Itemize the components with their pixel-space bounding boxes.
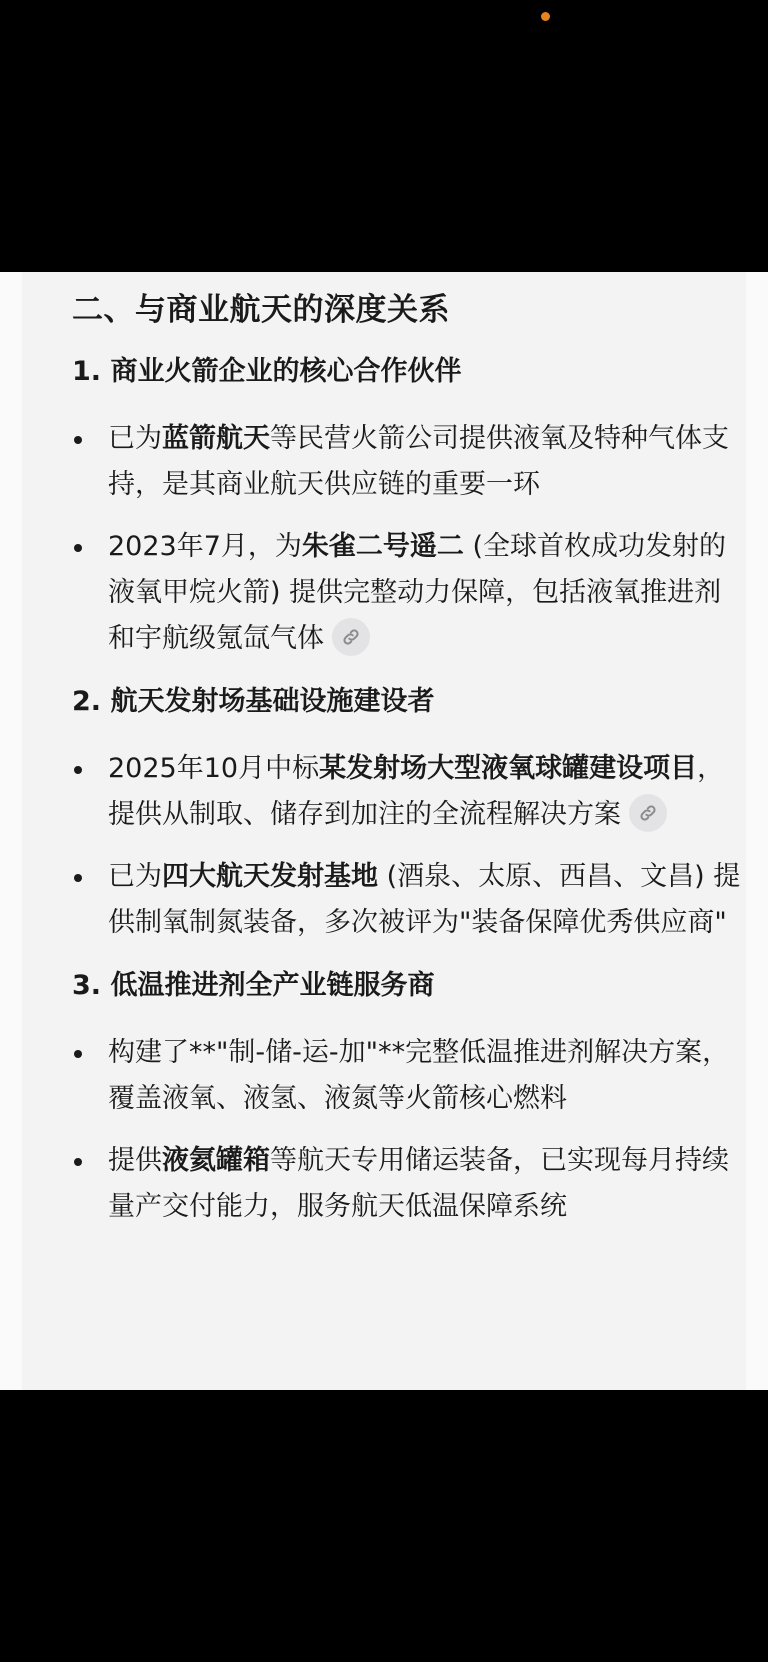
bullet-dot — [74, 436, 82, 444]
list-item-text: 2023年7月，为 — [108, 531, 302, 562]
list-item-text: (全球首枚成功发射的液氧甲烷火箭) 提供完整动力保障，包括液氧推进剂和宇航级氪氙气体 — [108, 531, 727, 654]
subsection-title-2: 2. 航天发射场基础设施建设者 — [72, 686, 435, 717]
list-item-bold: 蓝箭航天 — [162, 423, 270, 454]
list-item — [72, 1138, 742, 1230]
list-item-text: 2025年10月中标 — [108, 753, 320, 784]
bullet-dot — [74, 1050, 82, 1058]
bullet-dot — [74, 874, 82, 882]
list-item-text: 构建了**"制-储-运-加"**完整低温推进剂解决方案，覆盖液氧、液氢、液氮等火箭核心燃料 — [108, 1037, 730, 1114]
list-item — [72, 1030, 742, 1122]
list-item-text: 已为 — [108, 861, 162, 892]
bullet-list-1 — [72, 416, 742, 662]
top-black-area — [0, 0, 768, 272]
bullet-dot — [74, 766, 82, 774]
section-title: 二、与商业航天的深度关系 — [72, 292, 450, 328]
list-item — [72, 746, 742, 838]
list-item — [72, 416, 742, 508]
list-item-text: 等民营火箭公司提供液氧及特种气体支持，是其商业航天供应链的重要一环 — [108, 423, 729, 500]
list-item-bold: 四大航天发射基地 — [162, 861, 378, 892]
link-icon[interactable] — [332, 618, 370, 656]
list-item-text: ，提供从制取、储存到加注的全流程解决方案 — [108, 753, 725, 830]
subsection-title-1: 1. 商业火箭企业的核心合作伙伴 — [72, 356, 462, 387]
bullet-dot — [74, 1158, 82, 1166]
chat-screen — [0, 272, 768, 1390]
list-item — [72, 524, 742, 662]
subsection-title-3: 3. 低温推进剂全产业链服务商 — [72, 970, 435, 1001]
list-item-bold: 液氦罐箱 — [162, 1145, 270, 1176]
message-card — [22, 272, 746, 1390]
bottom-black-area — [0, 1390, 768, 1662]
list-item-text: 提供 — [108, 1145, 162, 1176]
list-item-text: 已为 — [108, 423, 162, 454]
message-content — [72, 288, 742, 1250]
link-icon[interactable] — [629, 794, 667, 832]
list-item — [72, 854, 742, 946]
list-item-bold: 某发射场大型液氧球罐建设项目 — [319, 753, 698, 784]
camera-indicator-dot — [541, 12, 550, 21]
list-item-text: 等航天专用储运装备，已实现每月持续量产交付能力，服务航天低温保障系统 — [108, 1145, 729, 1222]
bullet-dot — [74, 544, 82, 552]
bullet-list-3 — [72, 1030, 742, 1230]
list-item-bold: 朱雀二号遥二 — [301, 531, 464, 562]
bullet-list-2 — [72, 746, 742, 946]
list-item-text: (酒泉、太原、西昌、文昌) 提供制氧制氮装备，多次被评为"装备保障优秀供应商" — [108, 861, 741, 938]
